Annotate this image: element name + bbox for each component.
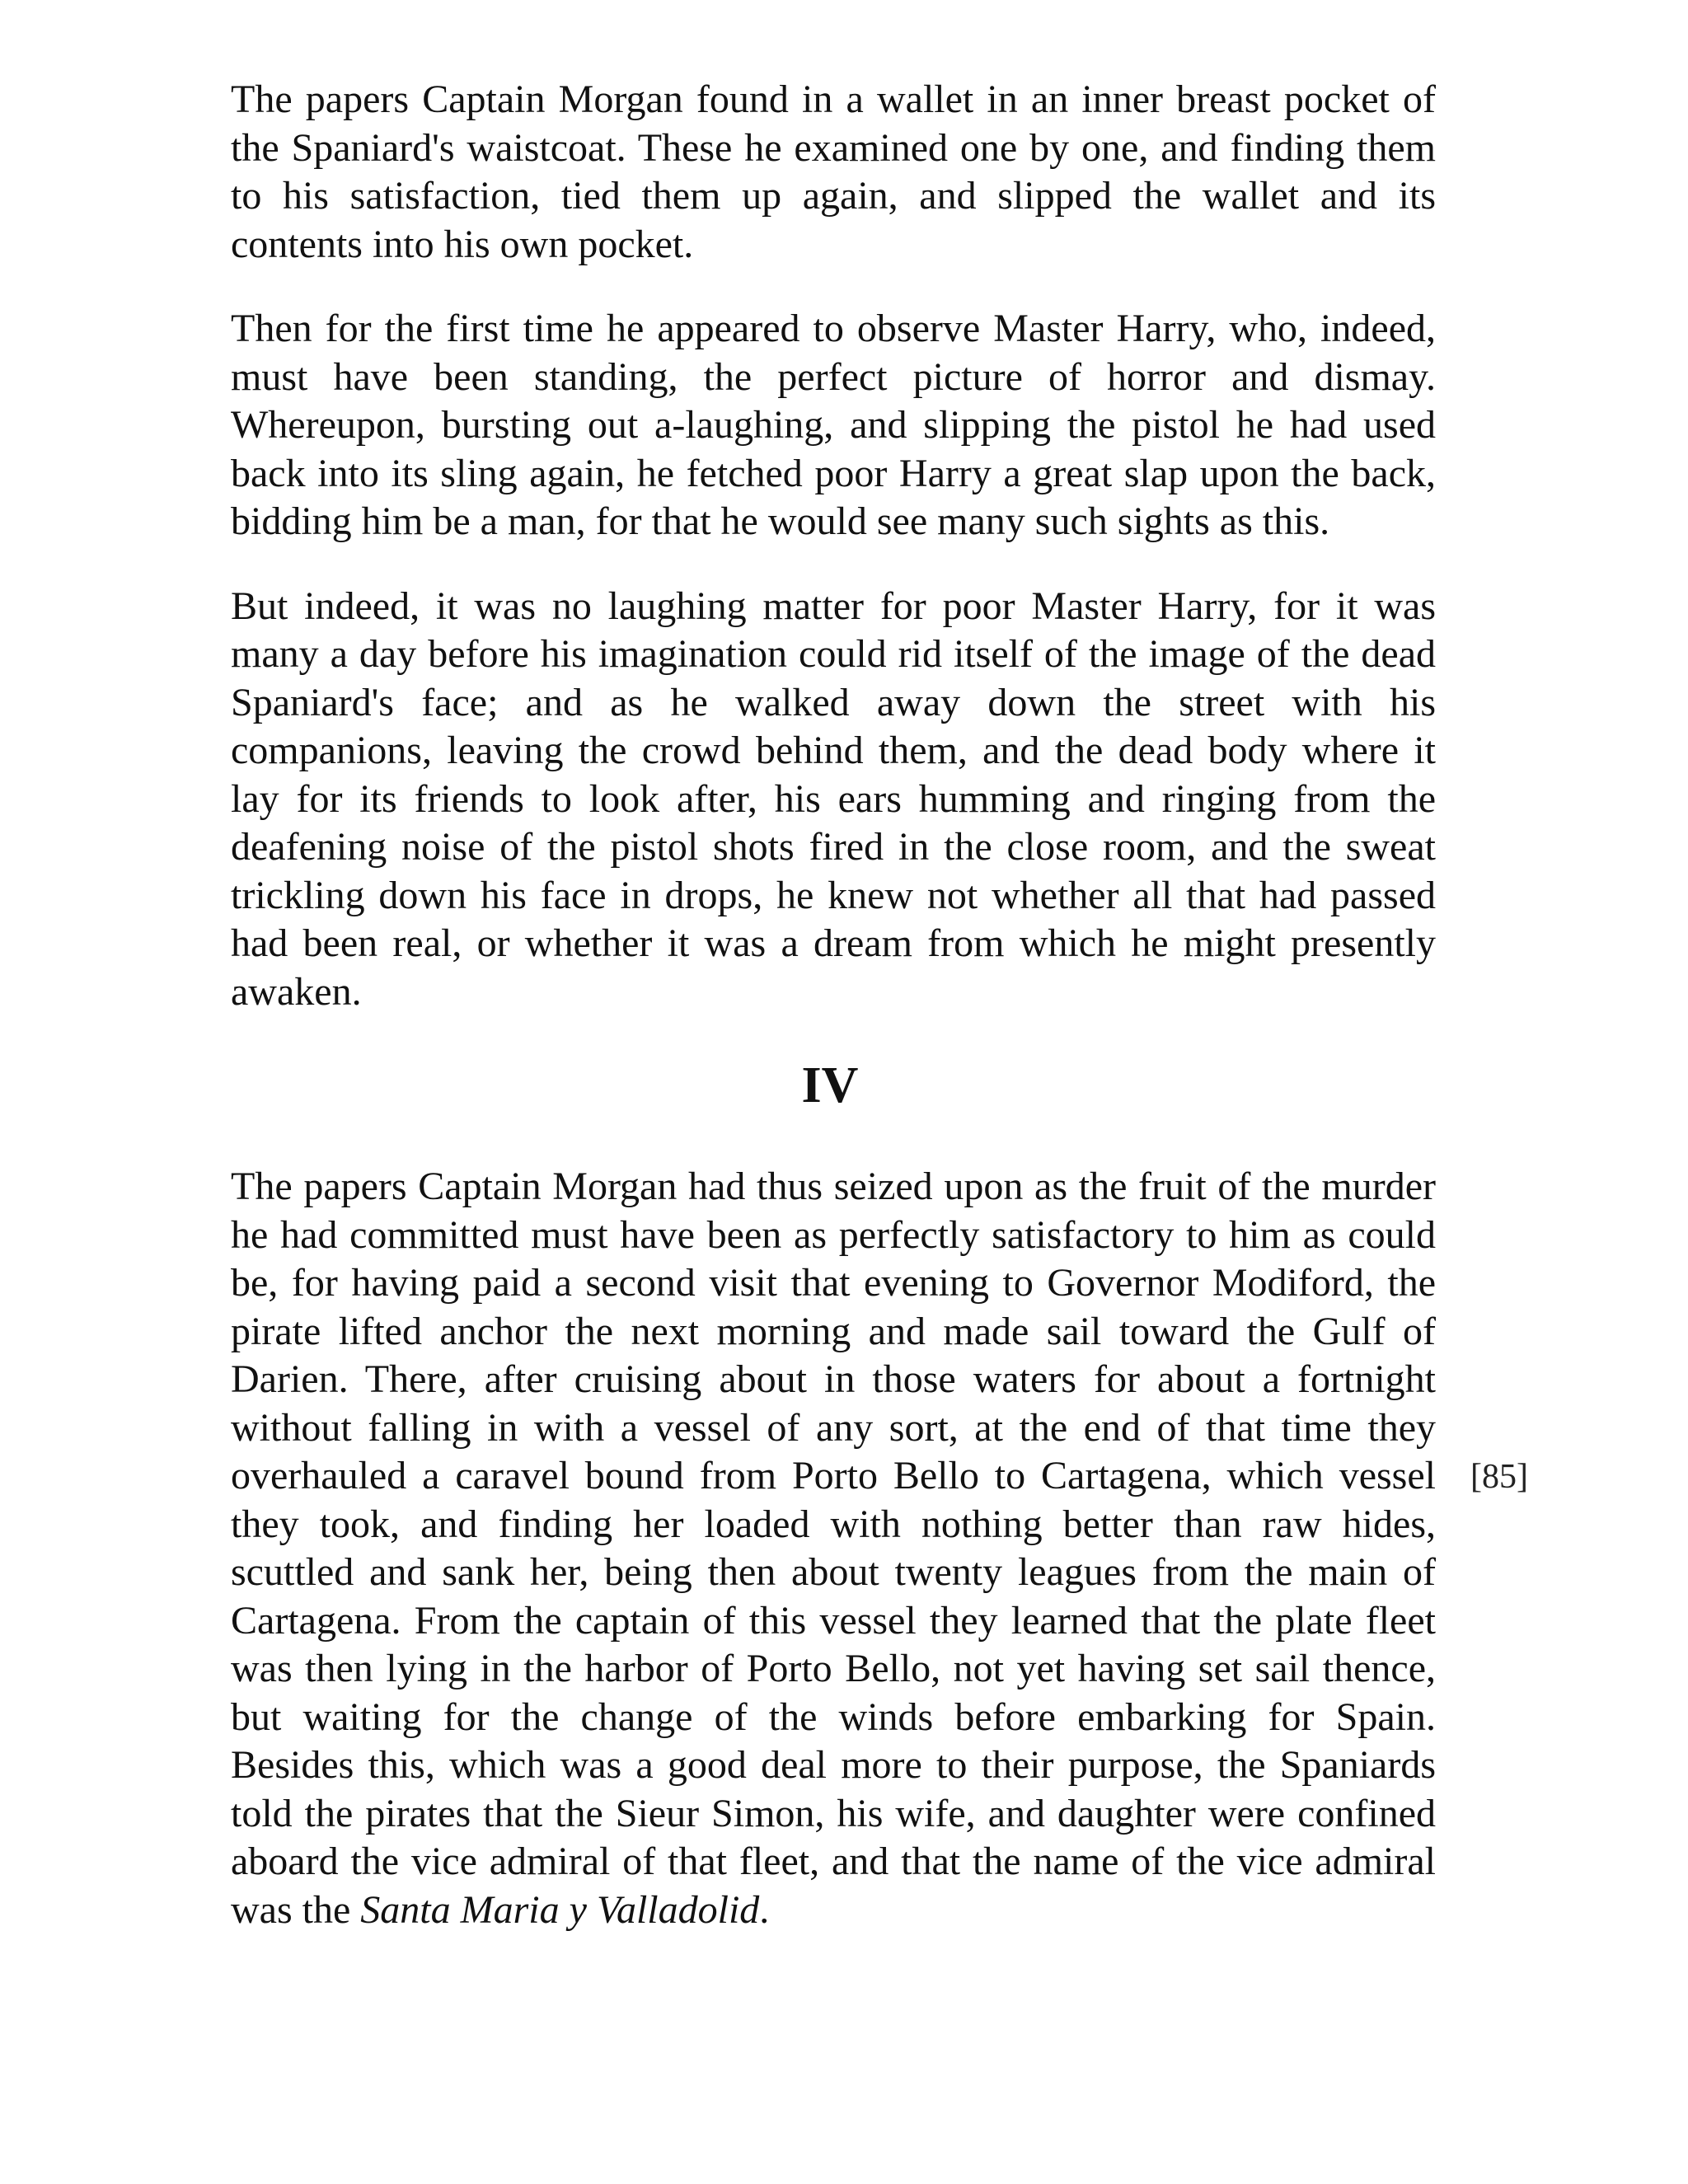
paragraph-no-laughing-matter: But indeed, it was no laughing matter for poor Master Harry, for it was many a day before his imagination could rid itself of the image of the dead Spaniard's face; and as he walked away down the street with his companions, leaving the crowd behind them, and the dead body where it lay for its friends to look after, his ears humming and ringing from the deafening noise of the pistol shots fired in the close room, and the sweat trickling down his face in drops, he knew not whether all that had passed had been real, or whether it was a dream from which he might presently awaken. xyxy=(231,583,1436,1014)
chapter-heading: IV xyxy=(801,1057,859,1113)
text-column xyxy=(231,76,1436,1971)
paragraph-chapter-four-text: The papers Captain Morgan had thus seized upon as the fruit of the murder he had committed must have been as perfectly satisfactory to him as could be, for having paid a second visit that evening to Governor Modiford, the pirate lifted anchor the next morning and made sail toward the Gulf of Darien. There, after cruising about in those waters for about a fortnight without falling in with a vessel of any sort, at the end of that time they overhauled a caravel bound from Porto Bello to Cartagena, which vessel they took, and finding her loaded with nothing better than raw hides, scuttled and sank her, being then about twenty leagues from the main of Cartagena. From the captain of this vessel they learned that the plate fleet was then lying in the harbor of Porto Bello, not yet having set sail thence, but waiting for the change of the winds before embarking for Spain. Besides this, which was a good deal more to their purpose, the Spaniards told the pirates that the Sieur Simon, his wife, and daughter were confined aboard the vice admiral of that fleet, and that the name of the vice admiral was the xyxy=(231,1165,1436,1932)
paragraph-ending-punctuation: . xyxy=(759,1887,770,1932)
ship-name: Santa Maria y Valladolid xyxy=(360,1887,760,1932)
paragraph-wallet-papers: The papers Captain Morgan found in a wallet in an inner breast pocket of the Spaniard's waistcoat. These he examined one by one, and finding them to his satisfaction, tied them up again, and slipped the wallet and its contents into his own pocket. xyxy=(231,77,1436,266)
page-number: [85] xyxy=(1470,1458,1528,1496)
paragraph-master-harry: Then for the first time he appeared to observe Master Harry, who, indeed, must have been standing, the perfect picture of horror and dismay. Whereupon, bursting out a-laughing, and slipping the pistol he had used back into its sling again, he fetched poor Harry a great slap upon the back, bidding him be a man, for that he would see many such sights as this. xyxy=(231,307,1436,543)
paragraph-chapter-four xyxy=(231,1163,1436,1934)
